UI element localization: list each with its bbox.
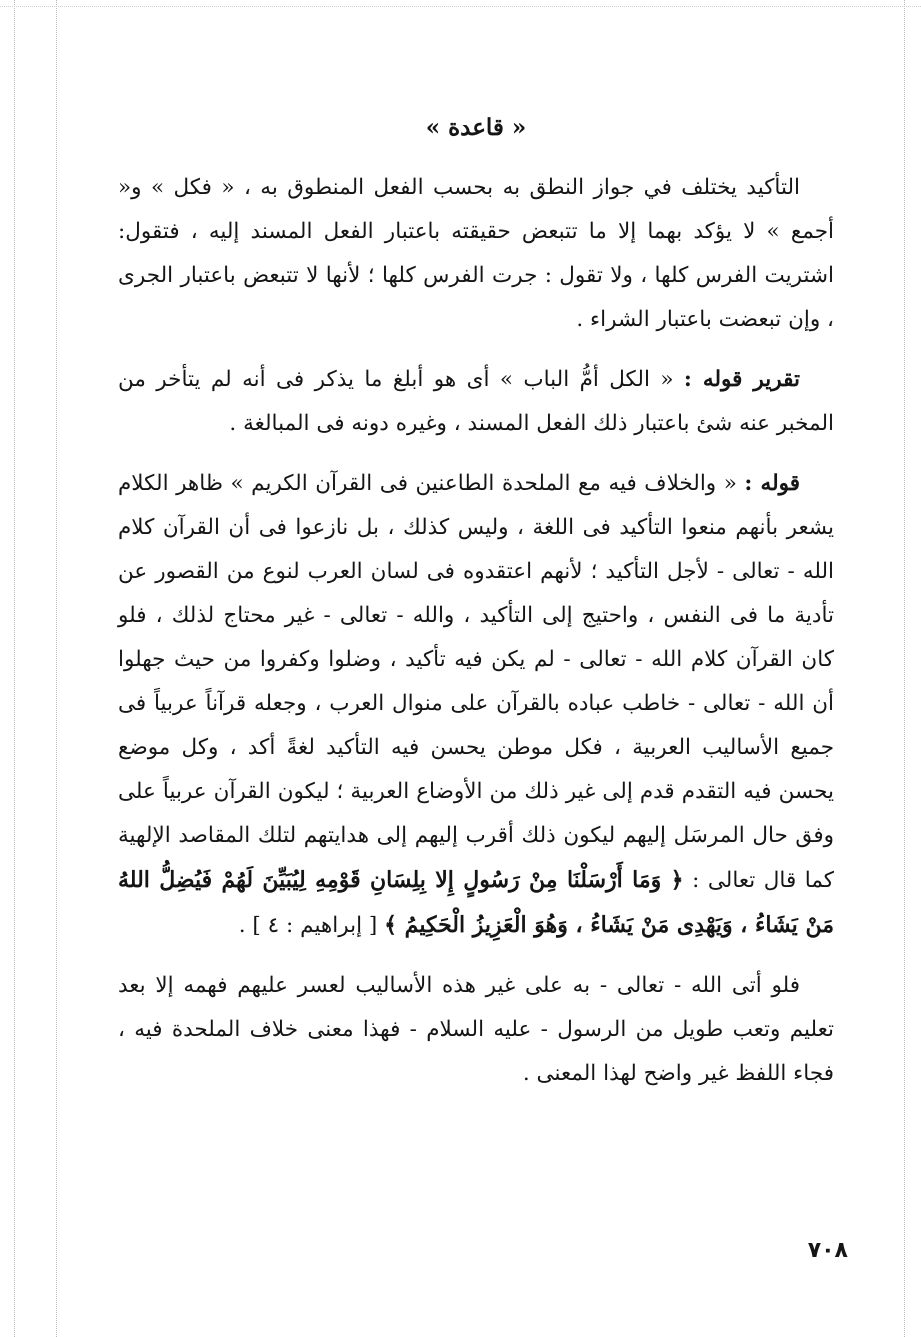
scan-edge-line-left-outer xyxy=(14,0,15,1337)
scan-edge-line-top xyxy=(0,6,921,7)
quran-verse: ﴿ وَمَا أَرْسَلْنَا مِنْ رَسُولٍ إِلا بِلِسَانِ قَوْمِهِ لِيُبَيِّنَ لَهُمْ فَيُضِلُّ اللهُ مَنْ يَشَاءُ ، وَيَهْدِى مَنْ يَشَاءُ ، وَهُوَ الْعَزِيزُ الْحَكِيمُ ﴾ xyxy=(118,867,834,938)
verse-citation: [ إبراهيم : ٤ ] . xyxy=(238,913,385,938)
page-body xyxy=(118,108,834,1112)
paragraph-3-text: « والخلاف فيه مع الملحدة الطاعنين فى القرآن الكريم » ظاهر الكلام يشعر بأنهم منعوا التأكيد فى اللغة ، وليس كذلك ، بل نازعوا فى أن القرآن كلام الله - تعالى - لأجل التأكيد ؛ لأنهم اعتقدوه فى لسان العرب لنوع من القصور عن تأدية ما فى النفس ، واحتيج إلى التأكيد ، والله - تعالى - غير محتاج لذلك ، فلو كان القرآن كلام الله - تعالى - لم يكن فيه تأكيد ، وضلوا وكفروا من حيث جهلوا أن الله - تعالى - خاطب عباده بالقرآن على منوال العرب ، وجعله قرآناً عربياً فى جميع الأساليب العربية ، فكل موطن يحسن فيه التأكيد لغةً أكد ، وكل موضع يحسن فيه التقدم قدم إلى غير ذلك من الأوضاع العربية ؛ ليكون القرآن عربياً على وفق حال المرسَل إليهم ليكون ذلك أقرب إليهم إلى هدايتهم لتلك المقاصد الإلهية كما قال تعالى : xyxy=(118,471,835,893)
paragraph-2 xyxy=(118,358,834,446)
paragraph-2-lead: تقرير قوله : xyxy=(683,367,800,392)
paragraph-4 xyxy=(118,964,834,1096)
paragraph-1-text: التأكيد يختلف في جواز النطق به بحسب الفعل المنطوق به ، « فكل » و« أجمع » لا يؤكد بهما إلا ما تتبعض حقيقته باعتبار الفعل المسند إليه ، فتقول: اشتريت الفرس كلها ، ولا تقول : جرت الفرس كلها ؛ لأنها لا تتبعض باعتبار الجرى ، وإن تبعضت باعتبار الشراء . xyxy=(118,175,834,332)
section-heading: « قاعدة » xyxy=(425,114,527,141)
paragraph-1 xyxy=(118,166,834,342)
scan-edge-line-left-inner xyxy=(56,0,57,1337)
paragraph-2-text: « الكل أمُّ الباب » أى هو أبلغ ما يذكر فى أنه لم يتأخر من المخبر عنه شئ باعتبار ذلك الفعل المسند ، وغيره دونه فى المبالغة . xyxy=(118,367,834,436)
paragraph-4-text: فلو أتى الله - تعالى - به على غير هذه الأساليب لعسر عليهم فهمه إلا بعد تعليم وتعب طويل من الرسول - عليه السلام - فهذا معنى خلاف الملحدة فيه ، فجاء اللفظ غير واضح لهذا المعنى . xyxy=(118,973,834,1086)
scan-edge-line-right xyxy=(904,0,905,1337)
paragraph-3 xyxy=(118,462,834,948)
page-number: ٧٠٨ xyxy=(807,1238,848,1263)
paragraph-3-lead: قوله : xyxy=(744,471,801,496)
